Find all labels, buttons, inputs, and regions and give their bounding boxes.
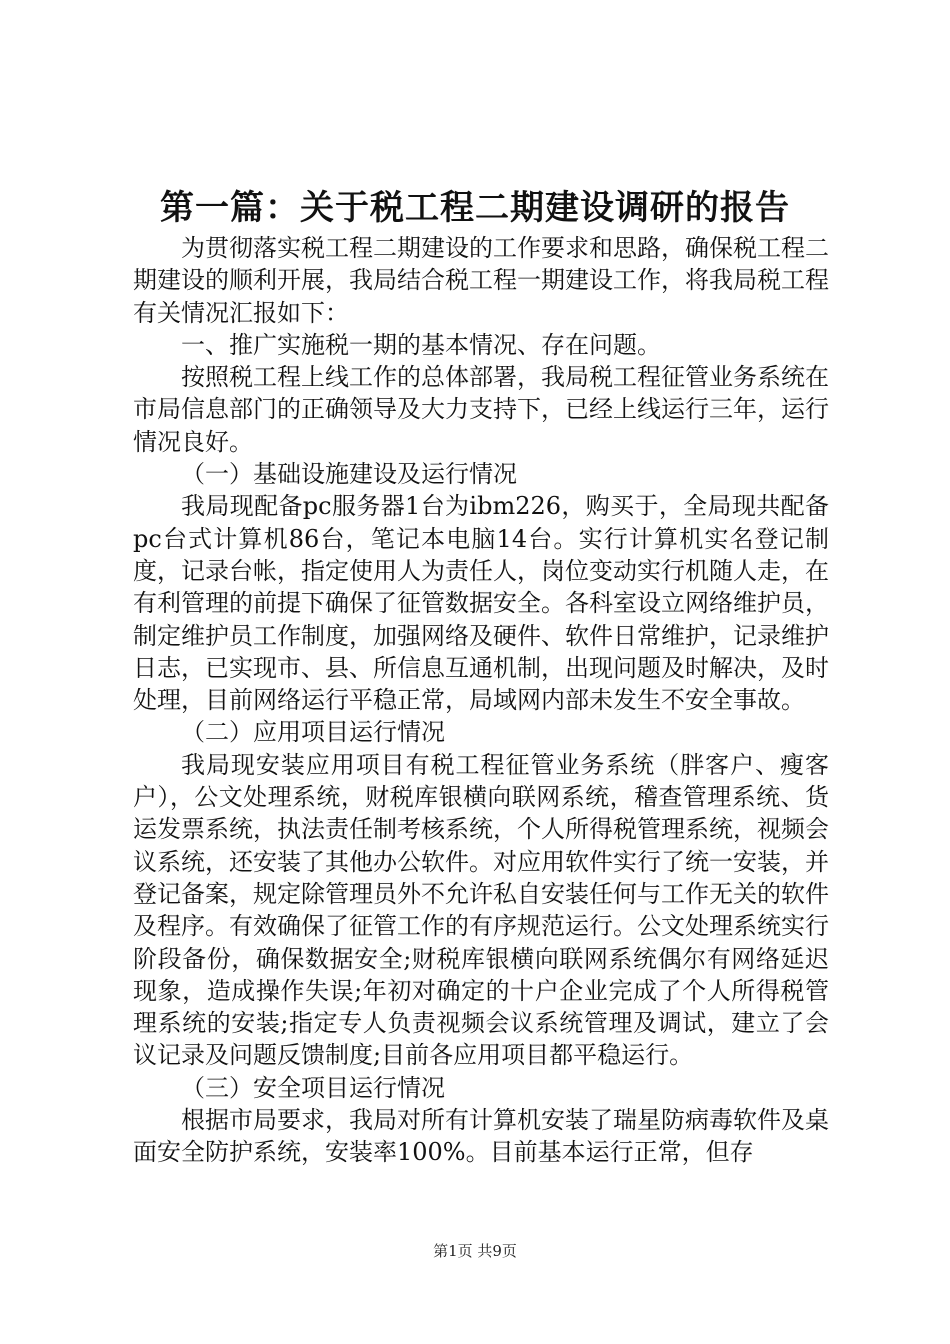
section-heading-1: 一、推广实施税一期的基本情况、存在问题。 bbox=[181, 330, 661, 359]
subsection-heading-infrastructure: （一）基础设施建设及运行情况 bbox=[181, 460, 517, 489]
paragraph-overview: 按照税工程上线工作的总体部署，我局税工程征管业务系统在市局信息部门的正确领导及大力支持下，已经上线运行三年，运行情况良好。 bbox=[133, 363, 829, 456]
paragraph-infrastructure: 我局现配备pc服务器1台为ibm226，购买于，全局现共配备pc台式计算机86台，笔记本电脑14台。实行计算机实名登记制度，记录台帐，指定使用人为责任人，岗位变动实行机随人走，在有利管理的前提下确保了征管数据安全。各科室设立网络维护员，制定维护员工作制度，加强网络及硬件、软件日常维护，记录维护日志，已实现市、县、所信息互通机制，出现问题及时解决，及时处理，目前网络运行平稳正常，局域网内部未发生不安全事故。 bbox=[133, 492, 829, 715]
page-footer: 第1页 共9页 bbox=[433, 1242, 517, 1260]
document-body bbox=[133, 232, 829, 1169]
paragraph-intro: 为贯彻落实税工程二期建设的工作要求和思路，确保税工程二期建设的顺利开展，我局结合税工程一期建设工作，将我局税工程有关情况汇报如下： bbox=[133, 234, 829, 327]
paragraph-applications: 我局现安装应用项目有税工程征管业务系统（胖客户、瘦客户），公文处理系统，财税库银横向联网系统，稽查管理系统、货运发票系统，执法责任制考核系统，个人所得税管理系统，视频会议系统，还安装了其他办公软件。对应用软件实行了统一安装，并登记备案，规定除管理员外不允许私自安装任何与工作无关的软件及程序。有效确保了征管工作的有序规范运行。公文处理系统实行阶段备份，确保数据安全;财税库银横向联网系统偶尔有网络延迟现象，造成操作失误;年初对确定的十户企业完成了个人所得税管理系统的安装;指定专人负责视频会议系统管理及调试，建立了会议记录及问题反馈制度;目前各应用项目都平稳运行。 bbox=[133, 750, 829, 1070]
subsection-heading-applications: （二）应用项目运行情况 bbox=[181, 718, 445, 747]
document-title: 第一篇：关于税工程二期建设调研的报告 bbox=[160, 188, 790, 228]
subsection-heading-security: （三）安全项目运行情况 bbox=[181, 1073, 445, 1102]
paragraph-security: 根据市局要求，我局对所有计算机安装了瑞星防病毒软件及桌面安全防护系统，安装率100%。目前基本运行正常，但存 bbox=[133, 1106, 829, 1167]
